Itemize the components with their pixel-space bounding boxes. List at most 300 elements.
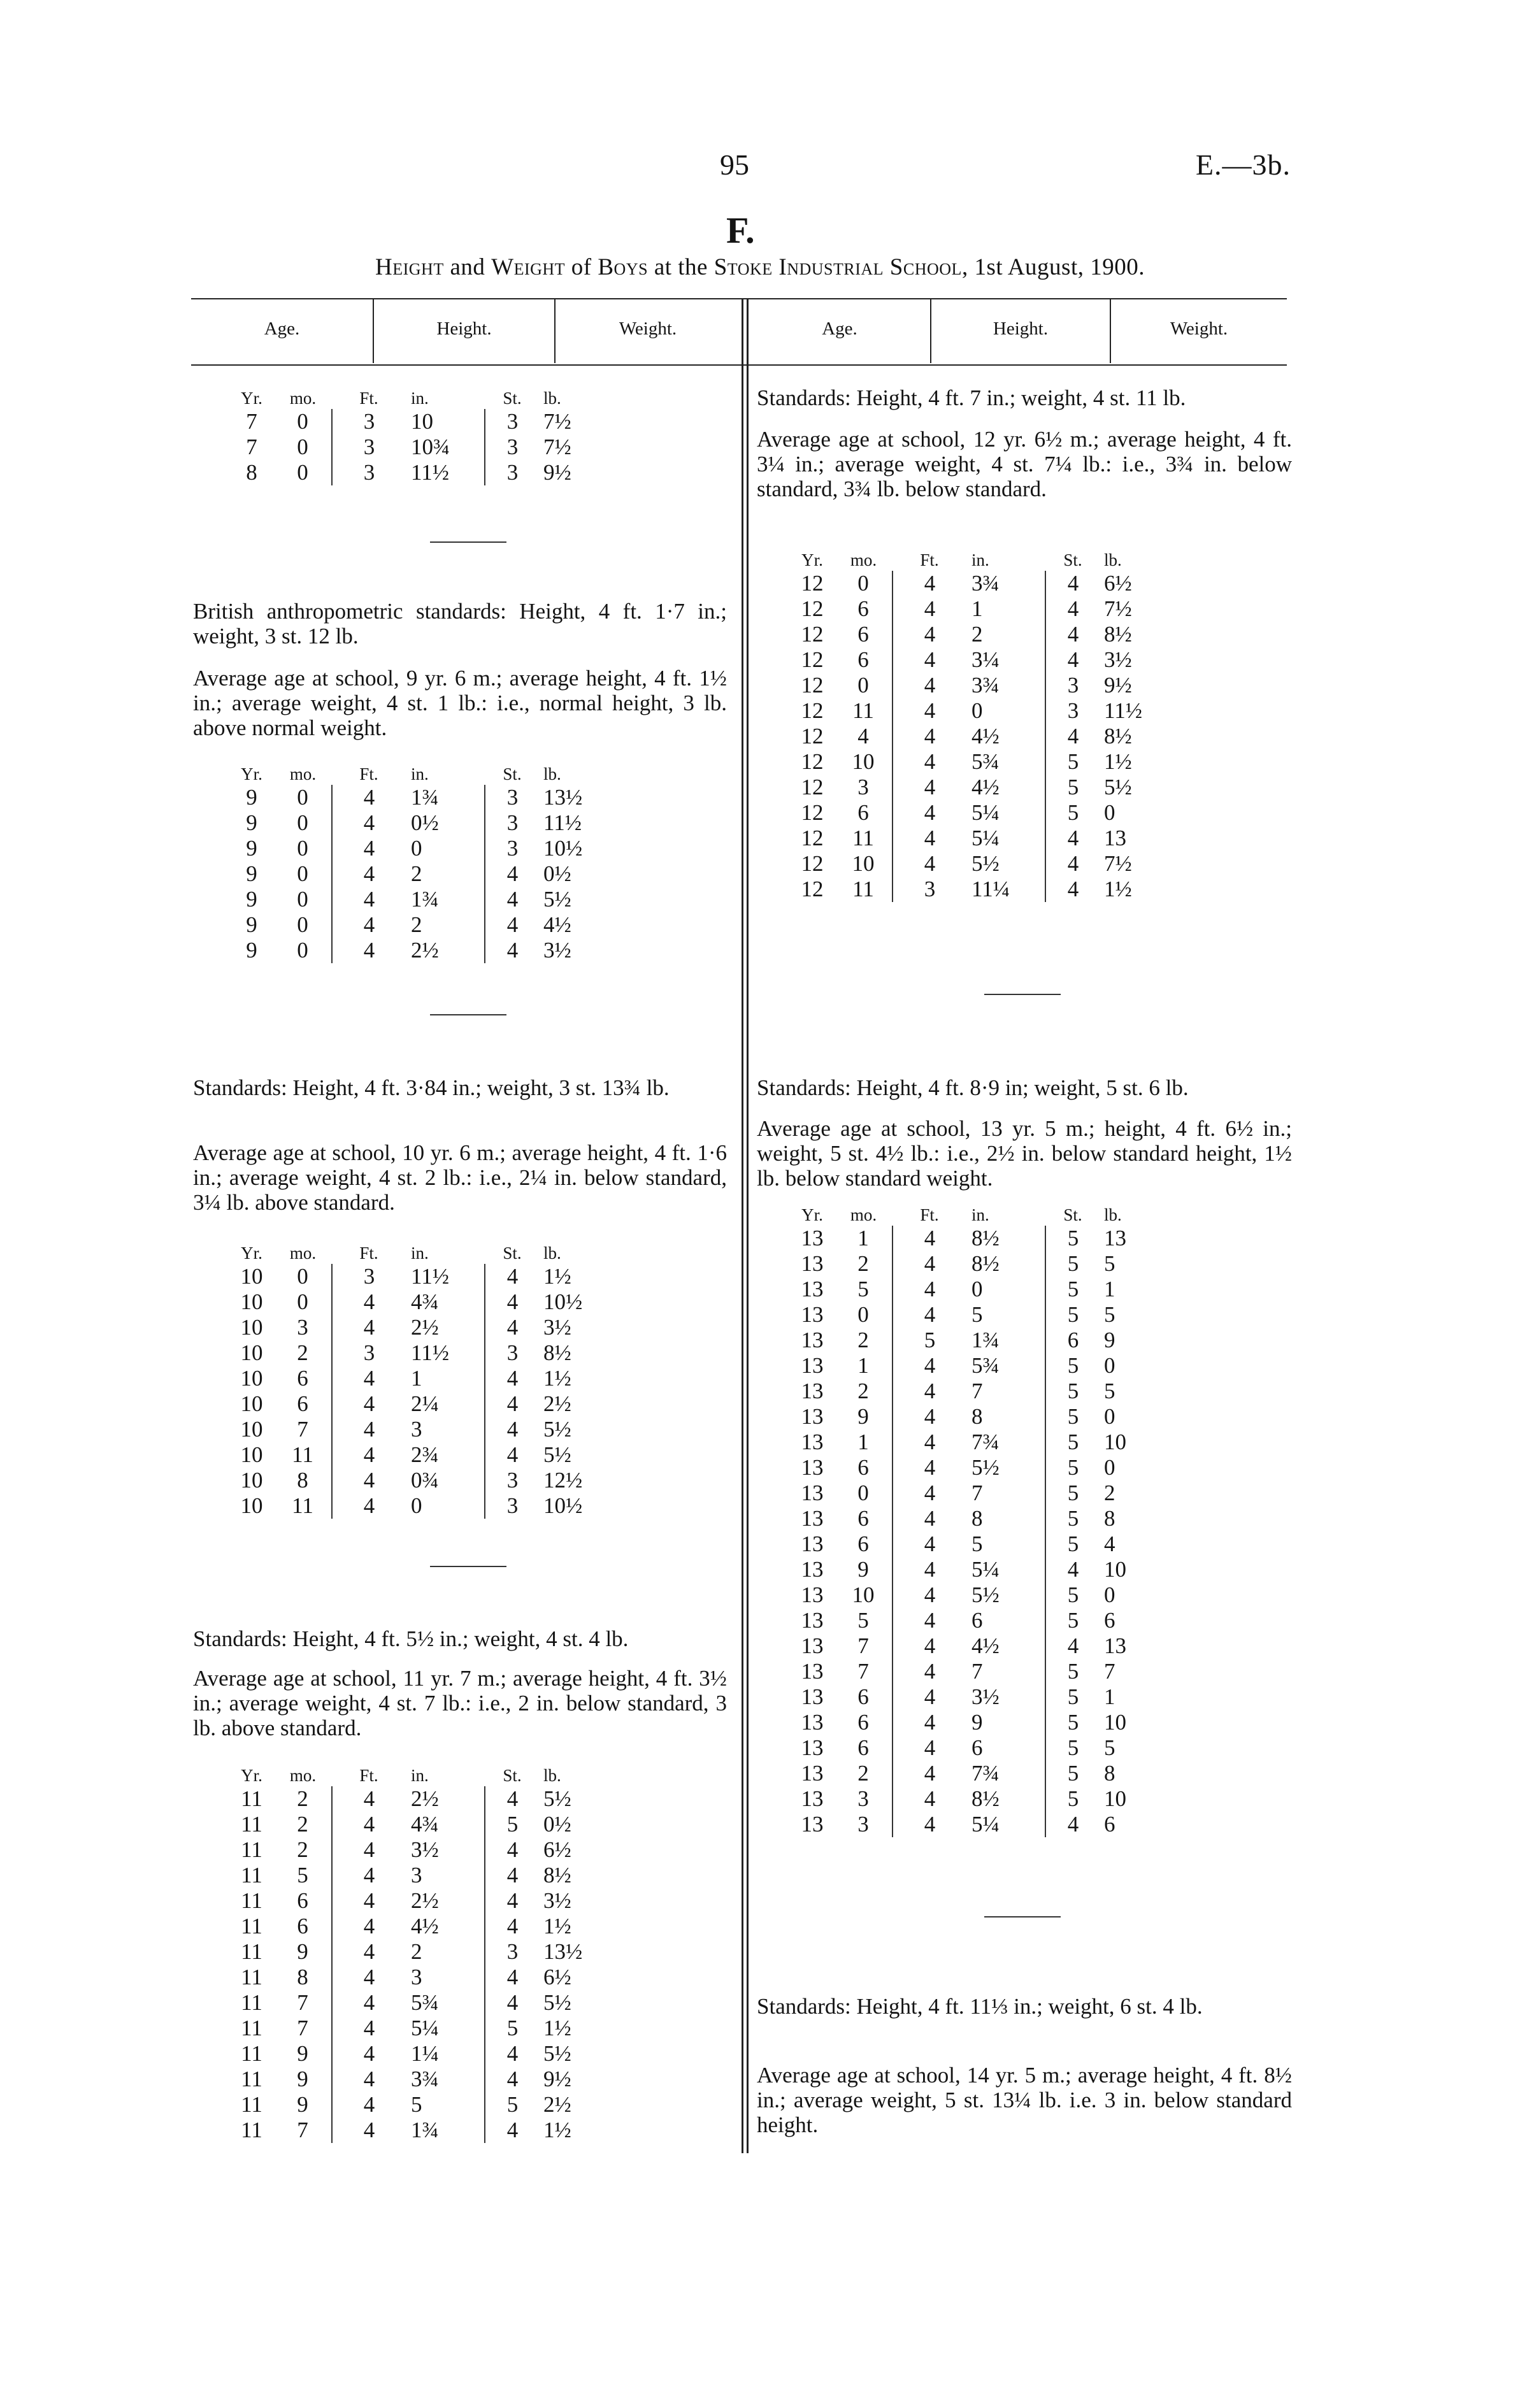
weight-stone-cell: 4	[506, 1914, 519, 1939]
unit-label: in.	[411, 1243, 429, 1263]
title-part: Weight	[491, 254, 566, 280]
age-months-cell: 10	[835, 1582, 893, 1608]
weight-stone-cell: 4	[506, 1417, 519, 1442]
height-feet-cell: 4	[363, 1442, 375, 1467]
height-inches-cell: 2¾	[406, 1442, 485, 1468]
table-row	[229, 938, 594, 963]
age-months-cell: 1	[835, 1226, 893, 1251]
age-months-cell: 8	[274, 1965, 332, 1990]
age-months-cell: 0	[835, 673, 893, 698]
age-months-cell: 3	[274, 1315, 332, 1340]
height-inches-cell: 3	[406, 1965, 485, 1990]
age-months-cell: 9	[274, 2041, 332, 2067]
height-inches-cell: 10	[406, 409, 485, 434]
weight-pounds-cell: 8	[1104, 1506, 1115, 1531]
table-body	[790, 571, 1155, 902]
weight-stone-cell: 3	[506, 836, 519, 861]
table-row	[790, 1455, 1155, 1480]
weight-pounds-cell: 5	[1104, 1302, 1115, 1327]
weight-pounds-cell: 6½	[543, 1965, 571, 1989]
weight-stone-cell: 3	[506, 1939, 519, 1964]
weight-pounds-cell: 10½	[543, 836, 583, 861]
height-inches-cell: 3¾	[406, 2067, 485, 2092]
weight-pounds-cell: 5½	[543, 1442, 571, 1467]
table-row	[790, 1684, 1155, 1710]
age-months-cell: 6	[835, 596, 893, 622]
table-row	[790, 1277, 1155, 1302]
table-row	[229, 434, 594, 460]
height-feet-cell: 4	[924, 1710, 936, 1735]
age-years-cell: 13	[801, 1480, 824, 1505]
weight-pounds-cell: 2	[1104, 1480, 1115, 1505]
weight-stone-cell: 4	[506, 1366, 519, 1391]
weight-stone-cell: 5	[1067, 1659, 1079, 1684]
table-row	[790, 1812, 1155, 1837]
weight-stone-cell: 5	[1067, 1710, 1079, 1735]
table-row	[790, 1302, 1155, 1328]
weight-stone-cell: 3	[506, 409, 519, 434]
age-months-cell: 0	[835, 1302, 893, 1328]
table-row	[790, 1480, 1155, 1506]
height-inches-cell: 6	[966, 1608, 1045, 1633]
height-inches-cell: 5	[966, 1302, 1045, 1328]
weight-pounds-cell: 8	[1104, 1761, 1115, 1786]
weight-pounds-cell: 0	[1104, 1353, 1115, 1378]
age-years-cell: 9	[246, 785, 257, 810]
weight-pounds-cell: 0	[1104, 1582, 1115, 1607]
table-row	[790, 1430, 1155, 1455]
table-body	[229, 1264, 594, 1519]
height-inches-cell: 6	[966, 1735, 1045, 1761]
weight-pounds-cell: 7½	[543, 409, 571, 434]
height-feet-cell: 4	[363, 2067, 375, 2091]
age-years-cell: 12	[801, 724, 824, 749]
table-row	[229, 2092, 594, 2118]
age-months-cell: 7	[274, 1990, 332, 2016]
unit-label: St.	[503, 1766, 522, 1785]
unit-label: St.	[1063, 550, 1082, 570]
height-inches-cell: 5¾	[966, 1353, 1045, 1379]
height-feet-cell: 5	[924, 1328, 936, 1352]
weight-pounds-cell: 2½	[543, 2092, 571, 2117]
weight-pounds-cell: 5½	[543, 1990, 571, 2015]
height-inches-cell: 7	[966, 1480, 1045, 1506]
unit-label: mo.	[850, 550, 877, 570]
height-inches-cell: 0¾	[406, 1468, 485, 1493]
age-months-cell: 6	[274, 1366, 332, 1391]
age-months-cell: 0	[274, 912, 332, 938]
weight-stone-cell: 5	[1067, 1455, 1079, 1480]
height-inches-cell: 5	[406, 2092, 485, 2118]
weight-stone-cell: 3	[506, 810, 519, 835]
weight-stone-cell: 5	[1067, 1302, 1079, 1327]
weight-stone-cell: 4	[506, 1264, 519, 1289]
height-inches-cell: 4¾	[406, 1289, 485, 1315]
table-row	[790, 877, 1155, 902]
height-inches-cell: 3	[406, 1863, 485, 1888]
height-feet-cell: 4	[924, 1379, 936, 1403]
age-months-cell: 6	[835, 622, 893, 647]
unit-label: Yr.	[801, 550, 823, 570]
age-years-cell: 13	[801, 1684, 824, 1709]
age-months-cell: 11	[274, 1493, 332, 1519]
height-feet-cell: 4	[924, 826, 936, 850]
age-months-cell: 7	[835, 1633, 893, 1659]
weight-pounds-cell: 5½	[543, 1786, 571, 1811]
weight-stone-cell: 4	[506, 1442, 519, 1467]
height-inches-cell: 7	[966, 1659, 1045, 1684]
weight-pounds-cell: 1½	[1104, 749, 1132, 774]
weight-pounds-cell: 9½	[543, 460, 571, 485]
table-row	[790, 1353, 1155, 1379]
height-feet-cell: 4	[924, 571, 936, 596]
age-months-cell: 0	[274, 836, 332, 861]
table-row	[229, 1939, 594, 1965]
height-feet-cell: 4	[924, 1531, 936, 1556]
weight-pounds-cell: 6½	[1104, 571, 1132, 596]
title-part: and	[443, 254, 492, 280]
height-inches-cell: 2½	[406, 1786, 485, 1812]
height-inches-cell: 5	[966, 1531, 1045, 1557]
table-row	[229, 785, 594, 810]
age-months-cell: 2	[835, 1761, 893, 1786]
age-years-cell: 13	[801, 1302, 824, 1327]
table-row	[229, 1315, 594, 1340]
height-feet-cell: 4	[363, 1812, 375, 1837]
age-months-cell: 6	[835, 800, 893, 826]
age-years-cell: 12	[801, 877, 824, 901]
standards-text: Standards: Height, 4 ft. 7 in.; weight, 4 st. 11 lb.	[757, 385, 1186, 410]
weight-stone-cell: 3	[506, 785, 519, 810]
weight-pounds-cell: 5½	[1104, 775, 1132, 799]
height-inches-cell: 8	[966, 1404, 1045, 1430]
height-inches-cell: 11½	[406, 460, 485, 485]
age-years-cell: 11	[241, 2092, 262, 2117]
table-row	[229, 460, 594, 485]
average-text: Average age at school, 13 yr. 5 m.; height, 4 ft. 6½ in.; weight, 5 st. 4½ lb.: i.e., 2½ in. below standard height, 1½ lb. below standard weight.	[757, 1116, 1292, 1191]
table-row	[229, 1965, 594, 1990]
age-years-cell: 10	[240, 1340, 263, 1365]
table-row	[229, 836, 594, 861]
height-inches-cell: 4½	[406, 1914, 485, 1939]
header-age: Age.	[264, 319, 300, 339]
height-feet-cell: 4	[363, 2118, 375, 2142]
age-months-cell: 6	[274, 1391, 332, 1417]
age-months-cell: 6	[835, 1710, 893, 1735]
height-inches-cell: 1	[966, 596, 1045, 622]
height-inches-cell: 2	[966, 622, 1045, 647]
age-months-cell: 1	[835, 1353, 893, 1379]
measurement-table	[790, 549, 1155, 902]
age-years-cell: 13	[801, 1735, 824, 1760]
height-inches-cell: 3½	[966, 1684, 1045, 1710]
height-feet-cell: 4	[363, 2016, 375, 2040]
table-row	[229, 912, 594, 938]
weight-pounds-cell: 4½	[543, 912, 571, 937]
height-feet-cell: 4	[363, 861, 375, 886]
height-inches-cell: 7¾	[966, 1761, 1045, 1786]
age-years-cell: 13	[801, 1557, 824, 1582]
standards-text: Standards: Height, 4 ft. 3·84 in.; weight, 3 st. 13¾ lb.	[193, 1075, 670, 1100]
height-feet-cell: 3	[363, 1264, 375, 1289]
age-months-cell: 0	[835, 1480, 893, 1506]
section-separator	[430, 1014, 506, 1015]
height-feet-cell: 4	[363, 1391, 375, 1416]
weight-pounds-cell: 1	[1104, 1277, 1115, 1301]
age-months-cell: 6	[835, 1684, 893, 1710]
weight-pounds-cell: 13	[1104, 1633, 1126, 1658]
height-inches-cell: 2	[406, 861, 485, 887]
height-feet-cell: 4	[924, 1353, 936, 1378]
weight-pounds-cell: 12½	[543, 1468, 583, 1493]
standards-text: Standards: Height, 4 ft. 8·9 in; weight, 5 st. 6 lb.	[757, 1075, 1189, 1100]
height-inches-cell: 8½	[966, 1786, 1045, 1812]
age-years-cell: 10	[240, 1315, 263, 1340]
height-feet-cell: 3	[363, 460, 375, 485]
height-feet-cell: 4	[363, 1786, 375, 1811]
measurement-table	[229, 1242, 594, 1519]
age-years-cell: 11	[241, 1914, 262, 1939]
height-feet-cell: 4	[363, 1493, 375, 1518]
age-years-cell: 11	[241, 1863, 262, 1888]
weight-stone-cell: 4	[1067, 571, 1079, 596]
weight-stone-cell: 4	[1067, 724, 1079, 749]
age-years-cell: 13	[801, 1608, 824, 1633]
weight-pounds-cell: 1½	[543, 2118, 571, 2142]
age-years-cell: 9	[246, 912, 257, 937]
age-months-cell: 0	[274, 887, 332, 912]
header-weight: Weight.	[1170, 319, 1228, 339]
weight-pounds-cell: 0½	[543, 861, 571, 886]
weight-pounds-cell: 0	[1104, 1404, 1115, 1429]
weight-stone-cell: 4	[506, 1990, 519, 2015]
measurement-table	[229, 1765, 594, 2143]
weight-stone-cell: 4	[506, 912, 519, 937]
height-inches-cell: 0	[406, 1493, 485, 1519]
height-inches-cell: 1¾	[406, 887, 485, 912]
age-years-cell: 7	[246, 409, 257, 434]
table-row	[790, 1710, 1155, 1735]
title-part: , 1st August, 1900.	[961, 254, 1145, 280]
age-months-cell: 9	[274, 2092, 332, 2118]
age-years-cell: 13	[801, 1633, 824, 1658]
age-years-cell: 9	[246, 810, 257, 835]
table-row	[229, 1417, 594, 1442]
weight-pounds-cell: 7½	[1104, 851, 1132, 876]
weight-stone-cell: 4	[506, 2118, 519, 2142]
section-separator	[984, 1916, 1061, 1917]
height-feet-cell: 4	[363, 1289, 375, 1314]
weight-stone-cell: 5	[1067, 1404, 1079, 1429]
age-months-cell: 4	[835, 724, 893, 749]
average-note	[757, 1116, 1292, 1191]
weight-pounds-cell: 5½	[543, 2041, 571, 2066]
weight-pounds-cell: 5	[1104, 1735, 1115, 1760]
height-inches-cell: 10¾	[406, 434, 485, 460]
height-feet-cell: 4	[363, 785, 375, 810]
age-months-cell: 0	[274, 460, 332, 485]
weight-stone-cell: 4	[1067, 826, 1079, 850]
age-years-cell: 13	[801, 1430, 824, 1454]
header-bottom-rule	[191, 364, 1287, 366]
weight-stone-cell: 4	[506, 1391, 519, 1416]
height-inches-cell: 0	[966, 698, 1045, 724]
weight-pounds-cell: 13	[1104, 1226, 1126, 1251]
weight-pounds-cell: 7½	[1104, 596, 1132, 621]
weight-stone-cell: 5	[1067, 800, 1079, 825]
height-inches-cell: 5¾	[966, 749, 1045, 775]
age-months-cell: 9	[274, 2067, 332, 2092]
weight-pounds-cell: 3½	[543, 1315, 571, 1340]
weight-stone-cell: 5	[1067, 1761, 1079, 1786]
age-years-cell: 12	[801, 851, 824, 876]
height-inches-cell: 1¾	[406, 2118, 485, 2143]
age-months-cell: 6	[835, 1455, 893, 1480]
average-note	[757, 427, 1292, 501]
height-feet-cell: 4	[924, 1582, 936, 1607]
height-feet-cell: 4	[924, 622, 936, 647]
age-months-cell: 6	[274, 1888, 332, 1914]
weight-pounds-cell: 8½	[1104, 622, 1132, 647]
standards-text: Standards: Height, 4 ft. 11⅓ in.; weight, 6 st. 4 lb.	[757, 1994, 1203, 2019]
unit-label: lb.	[543, 1766, 561, 1785]
weight-stone-cell: 4	[1067, 622, 1079, 647]
weight-pounds-cell: 0	[1104, 800, 1115, 825]
age-years-cell: 13	[801, 1812, 824, 1837]
age-months-cell: 7	[274, 2118, 332, 2143]
table-row	[229, 2067, 594, 2092]
age-months-cell: 6	[835, 1531, 893, 1557]
height-feet-cell: 4	[924, 1761, 936, 1786]
age-years-cell: 11	[241, 2016, 262, 2040]
table-row	[790, 826, 1155, 851]
weight-pounds-cell: 9½	[543, 2067, 571, 2091]
height-inches-cell: 3	[406, 1417, 485, 1442]
age-years-cell: 9	[246, 887, 257, 912]
height-inches-cell: 2	[406, 1939, 485, 1965]
age-years-cell: 11	[241, 1965, 262, 1989]
weight-pounds-cell: 3½	[543, 1888, 571, 1913]
weight-pounds-cell: 7½	[543, 434, 571, 459]
average-text: Average age at school, 9 yr. 6 m.; average height, 4 ft. 1½ in.; average weight, 4 st. 1 lb.: i.e., normal height, 3 lb. above normal weight.	[193, 666, 727, 740]
age-months-cell: 9	[835, 1404, 893, 1430]
table-row	[790, 1659, 1155, 1684]
height-feet-cell: 4	[924, 1557, 936, 1582]
height-feet-cell: 4	[924, 851, 936, 876]
table-row	[790, 1786, 1155, 1812]
age-years-cell: 12	[801, 749, 824, 774]
weight-stone-cell: 3	[1067, 698, 1079, 723]
table-row	[229, 1442, 594, 1468]
table-row	[229, 861, 594, 887]
unit-label: lb.	[543, 1243, 561, 1263]
age-months-cell: 0	[835, 571, 893, 596]
weight-stone-cell: 5	[1067, 1379, 1079, 1403]
age-months-cell: 2	[274, 1812, 332, 1837]
table-row	[790, 851, 1155, 877]
unit-label: lb.	[543, 389, 561, 408]
height-inches-cell: 9	[966, 1710, 1045, 1735]
height-inches-cell: 11¼	[966, 877, 1045, 902]
unit-label: Yr.	[241, 389, 262, 408]
table-row	[790, 673, 1155, 698]
standards-text: British anthropometric standards: Height, 4 ft. 1·7 in.; weight, 3 st. 12 lb.	[193, 599, 727, 649]
height-inches-cell: 5¾	[406, 1990, 485, 2016]
height-feet-cell: 4	[924, 1480, 936, 1505]
height-feet-cell: 4	[363, 836, 375, 861]
weight-pounds-cell: 6	[1104, 1812, 1115, 1837]
unit-label: mo.	[289, 1766, 317, 1785]
weight-stone-cell: 4	[506, 1888, 519, 1913]
table-row	[229, 1812, 594, 1837]
age-months-cell: 2	[274, 1837, 332, 1863]
height-feet-cell: 4	[924, 775, 936, 799]
height-feet-cell: 4	[924, 1455, 936, 1480]
table-row	[229, 2041, 594, 2067]
unit-label: St.	[1063, 1205, 1082, 1224]
age-months-cell: 3	[835, 775, 893, 800]
age-years-cell: 13	[801, 1582, 824, 1607]
age-years-cell: 12	[801, 622, 824, 647]
age-years-cell: 12	[801, 698, 824, 723]
weight-pounds-cell: 1½	[543, 2016, 571, 2040]
height-feet-cell: 4	[924, 673, 936, 698]
weight-stone-cell: 4	[1067, 647, 1079, 672]
table-row	[790, 775, 1155, 800]
unit-label: mo.	[289, 764, 317, 784]
weight-pounds-cell: 9	[1104, 1328, 1115, 1352]
age-months-cell: 10	[835, 851, 893, 877]
age-years-cell: 13	[801, 1531, 824, 1556]
age-years-cell: 13	[801, 1506, 824, 1531]
title-part: Stoke Industrial School	[713, 254, 962, 280]
weight-pounds-cell: 4	[1104, 1531, 1115, 1556]
weight-stone-cell: 4	[506, 2067, 519, 2091]
weight-pounds-cell: 10	[1104, 1786, 1126, 1811]
section-separator	[430, 541, 506, 543]
age-months-cell: 0	[274, 1264, 332, 1289]
age-months-cell: 7	[274, 2016, 332, 2041]
height-feet-cell: 4	[363, 1888, 375, 1913]
table-row	[790, 622, 1155, 647]
age-years-cell: 7	[246, 434, 257, 459]
age-months-cell: 6	[835, 1735, 893, 1761]
header-weight: Weight.	[619, 319, 677, 339]
height-feet-cell: 4	[924, 596, 936, 621]
table-body	[229, 1786, 594, 2143]
weight-pounds-cell: 13	[1104, 826, 1126, 850]
age-months-cell: 11	[835, 698, 893, 724]
weight-stone-cell: 4	[506, 938, 519, 963]
age-years-cell: 13	[801, 1328, 824, 1352]
table-row	[229, 2118, 594, 2143]
height-inches-cell: 8½	[966, 1226, 1045, 1251]
average-text: Average age at school, 10 yr. 6 m.; average height, 4 ft. 1·6 in.; average weight, 4 st. 2 lb.: i.e., 2¼ in. below standard, 3¼ lb. above standard.	[193, 1140, 727, 1215]
age-years-cell: 10	[240, 1417, 263, 1442]
measurement-table	[790, 1204, 1155, 1837]
height-feet-cell: 4	[363, 1965, 375, 1989]
unit-row	[229, 1765, 594, 1786]
height-inches-cell: 5½	[966, 1455, 1045, 1480]
weight-stone-cell: 3	[506, 1340, 519, 1365]
table-row	[229, 1914, 594, 1939]
unit-label: St.	[503, 1243, 522, 1263]
table-row	[790, 596, 1155, 622]
standards-note	[193, 599, 727, 649]
weight-pounds-cell: 13½	[543, 785, 583, 810]
height-feet-cell: 4	[924, 1684, 936, 1709]
weight-stone-cell: 5	[1067, 1430, 1079, 1454]
